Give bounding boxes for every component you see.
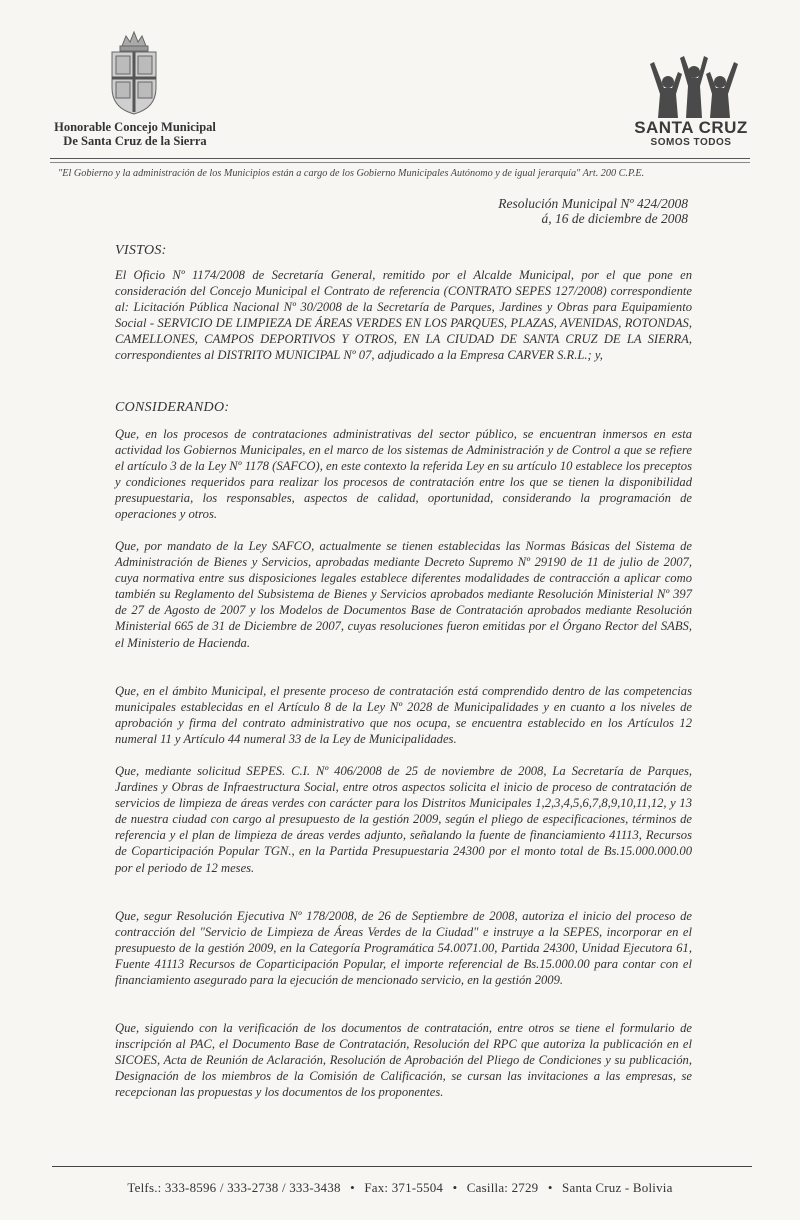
considerando-paragraph-3: Que, en el ámbito Municipal, el presente proceso de contratación está comprendido dentro de las competencias municipales establecidas en el Artículo 8 de la Ley Nº 2028 de Municipalidades y en cuanto a los niveles de aprobación y firma del contrato administrativo que nos ocupa, se encuentra establecido en los Artículos 12 numeral 11 y Artículo 44 numeral 33 de la Ley de Municipalidades. <box>115 684 692 747</box>
brand-tagline: SOMOS TODOS <box>650 137 732 148</box>
footer-bullet: • <box>547 1180 553 1195</box>
brand-name: SANTA CRUZ <box>634 118 748 137</box>
footer-phones: Telfs.: 333-8596 / 333-2738 / 333-3438 <box>127 1180 341 1195</box>
header-divider-thin <box>50 162 750 163</box>
resolution-date: á, 16 de diciembre de 2008 <box>541 211 688 226</box>
considerando-paragraph-2: Que, por mandato de la Ley SAFCO, actualmente se tienen establecidas las Normas Básicas del Sistema de Administración de Bienes y Servicios, aprobadas mediante Decreto Supremo Nº 29190 de 11 de julio de 2007, cuya normativa entre sus disposiciones legales establece diferentes modalidades de contracción a aplicar como también su Reglamento del Subsistema de Bienes y Servicios aprobados mediante Resolución Ministerial Nº 397 de 27 de Agosto de 2007 y los Modelos de Documentos Base de Contratación aprobados mediante Resolución Ministerial 665 de 31 de Diciembre de 2007, cuyas resoluciones fueron emitidas por el Órgano Rector del SABS, el Ministerio de Hacienda. <box>115 539 692 650</box>
footer-bullet: • <box>452 1180 458 1195</box>
header-divider <box>50 158 750 159</box>
considerando-paragraph-1: Que, en los procesos de contrataciones administrativas del sector público, se encuentran inmersos en esta actividad los Gobiernos Municipales, en el marco de los sistemas de Administración y de Control a que se refiere el artículo 3 de la Ley Nº 1178 (SAFCO), en este contexto la referida Ley en su artículo 10 establece los preceptos y condiciones requeridos para realizar los procesos de contratación entre los que se tienen la disponibilidad presupuestaria, los responsables, aspectos de calidad, oportunidad, considerando la programación de operaciones y otros. <box>115 427 692 522</box>
council-line-2: De Santa Cruz de la Sierra <box>63 134 207 148</box>
resolution-header <box>498 196 688 226</box>
constitution-quote: "El Gobierno y la administración de los Municipios están a cargo de los Gobierno Municipales Autónomo y de igual jerarquía" Art. 200 C.P.E. <box>58 168 645 179</box>
considerando-heading: CONSIDERANDO: <box>115 400 230 415</box>
vistos-paragraph: El Oficio Nº 1174/2008 de Secretaría General, remitido por el Alcalde Municipal, por el que pone en consideración del Concejo Municipal el Contrato de referencia (CONTRATO SEPES 127/2008) correspondiente al: Licitación Pública Nacional Nº 30/2008 de la Secretaría de Parques, Jardines y Obras para Equipamiento Social - SERVICIO DE LIMPIEZA DE ÁREAS VERDES EN LOS PARQUES, PLAZAS, AVENIDAS, ROTONDAS, CAMELLONES, CAMPOS DEPORTIVOS Y OTROS, EN LA CIUDAD DE SANTA CRUZ DE LA SIERRA, correspondientes al DISTRITO MUNICIPAL Nº 07, adjudicado a la Empresa CARVER S.R.L.; y, <box>115 268 692 363</box>
resolution-number: Resolución Municipal Nº 424/2008 <box>498 196 688 211</box>
municipal-crest-icon <box>104 28 164 118</box>
council-name <box>30 120 240 148</box>
considerando-paragraph-4: Que, mediante solicitud SEPES. C.I. Nº 406/2008 de 25 de noviembre de 2008, La Secretaría de Parques, Jardines y Obras de Infraestructura Social, entre otros aspectos solicita el inicio de proceso de contratación de servicios de limpieza de áreas verdes con carácter para los Distritos Municipales 1,2,3,4,5,6,7,8,9,10,11,12, y 13 de nuestra ciudad con cargo al presupuesto de la gestión 2009, según el pliego de especificaciones, términos de referencia y el plan de limpieza de áreas verdes adjunto, señalando la fuente de financiamiento 41113, Recursos de Coparticipación Popular TGN., en la Partida Presupuestaria 24300 por el monto total de Bs.15.000.000.00 por el periodo de 12 meses. <box>115 764 692 875</box>
footer-city: Santa Cruz - Bolivia <box>562 1180 673 1195</box>
considerando-paragraph-5: Que, segur Resolución Ejecutiva Nº 178/2008, de 26 de Septiembre de 2008, autoriza el inicio del proceso de contracción del "Servicio de Limpieza de Áreas Verdes de la Ciudad" e instruye a la SEPES, incorporar en el presupuesto de la gestión 2009, en la Categoría Programática 54.0071.00, Partida 24300, Unidad Ejecutora 61, Fuente 41113 Recursos de Coparticipación Popular, el importe referencial de Bs.15.000.00 para contar con el financiamiento asegurado para la ejecución de mencionado servicio, en la gestión 2009. <box>115 909 692 988</box>
footer-contact <box>0 1180 800 1196</box>
council-line-1: Honorable Concejo Municipal <box>54 120 216 134</box>
considerando-paragraph-6: Que, siguiendo con la verificación de los documentos de contratación, entre otros se tiene el formulario de inscripción al PAC, el Documento Base de Contratación, Resolución del RPC que autoriza la publicación en el SICOES, Acta de Reunión de Aclaración, Resolución de Aprobación del Pliego de Condiciones y su publicación, Designación de los miembros de la Comisión de Calificación, se cursan las invitaciones a las empresas, se recepcionan las propuestas y los documentos de los proponentes. <box>115 1021 692 1100</box>
santa-cruz-logo-icon <box>638 50 748 120</box>
footer-fax: Fax: 371-5504 <box>364 1180 444 1195</box>
footer-casilla: Casilla: 2729 <box>466 1180 539 1195</box>
vistos-heading: VISTOS: <box>115 243 167 258</box>
footer-bullet: • <box>350 1180 355 1195</box>
footer-divider <box>52 1166 752 1167</box>
